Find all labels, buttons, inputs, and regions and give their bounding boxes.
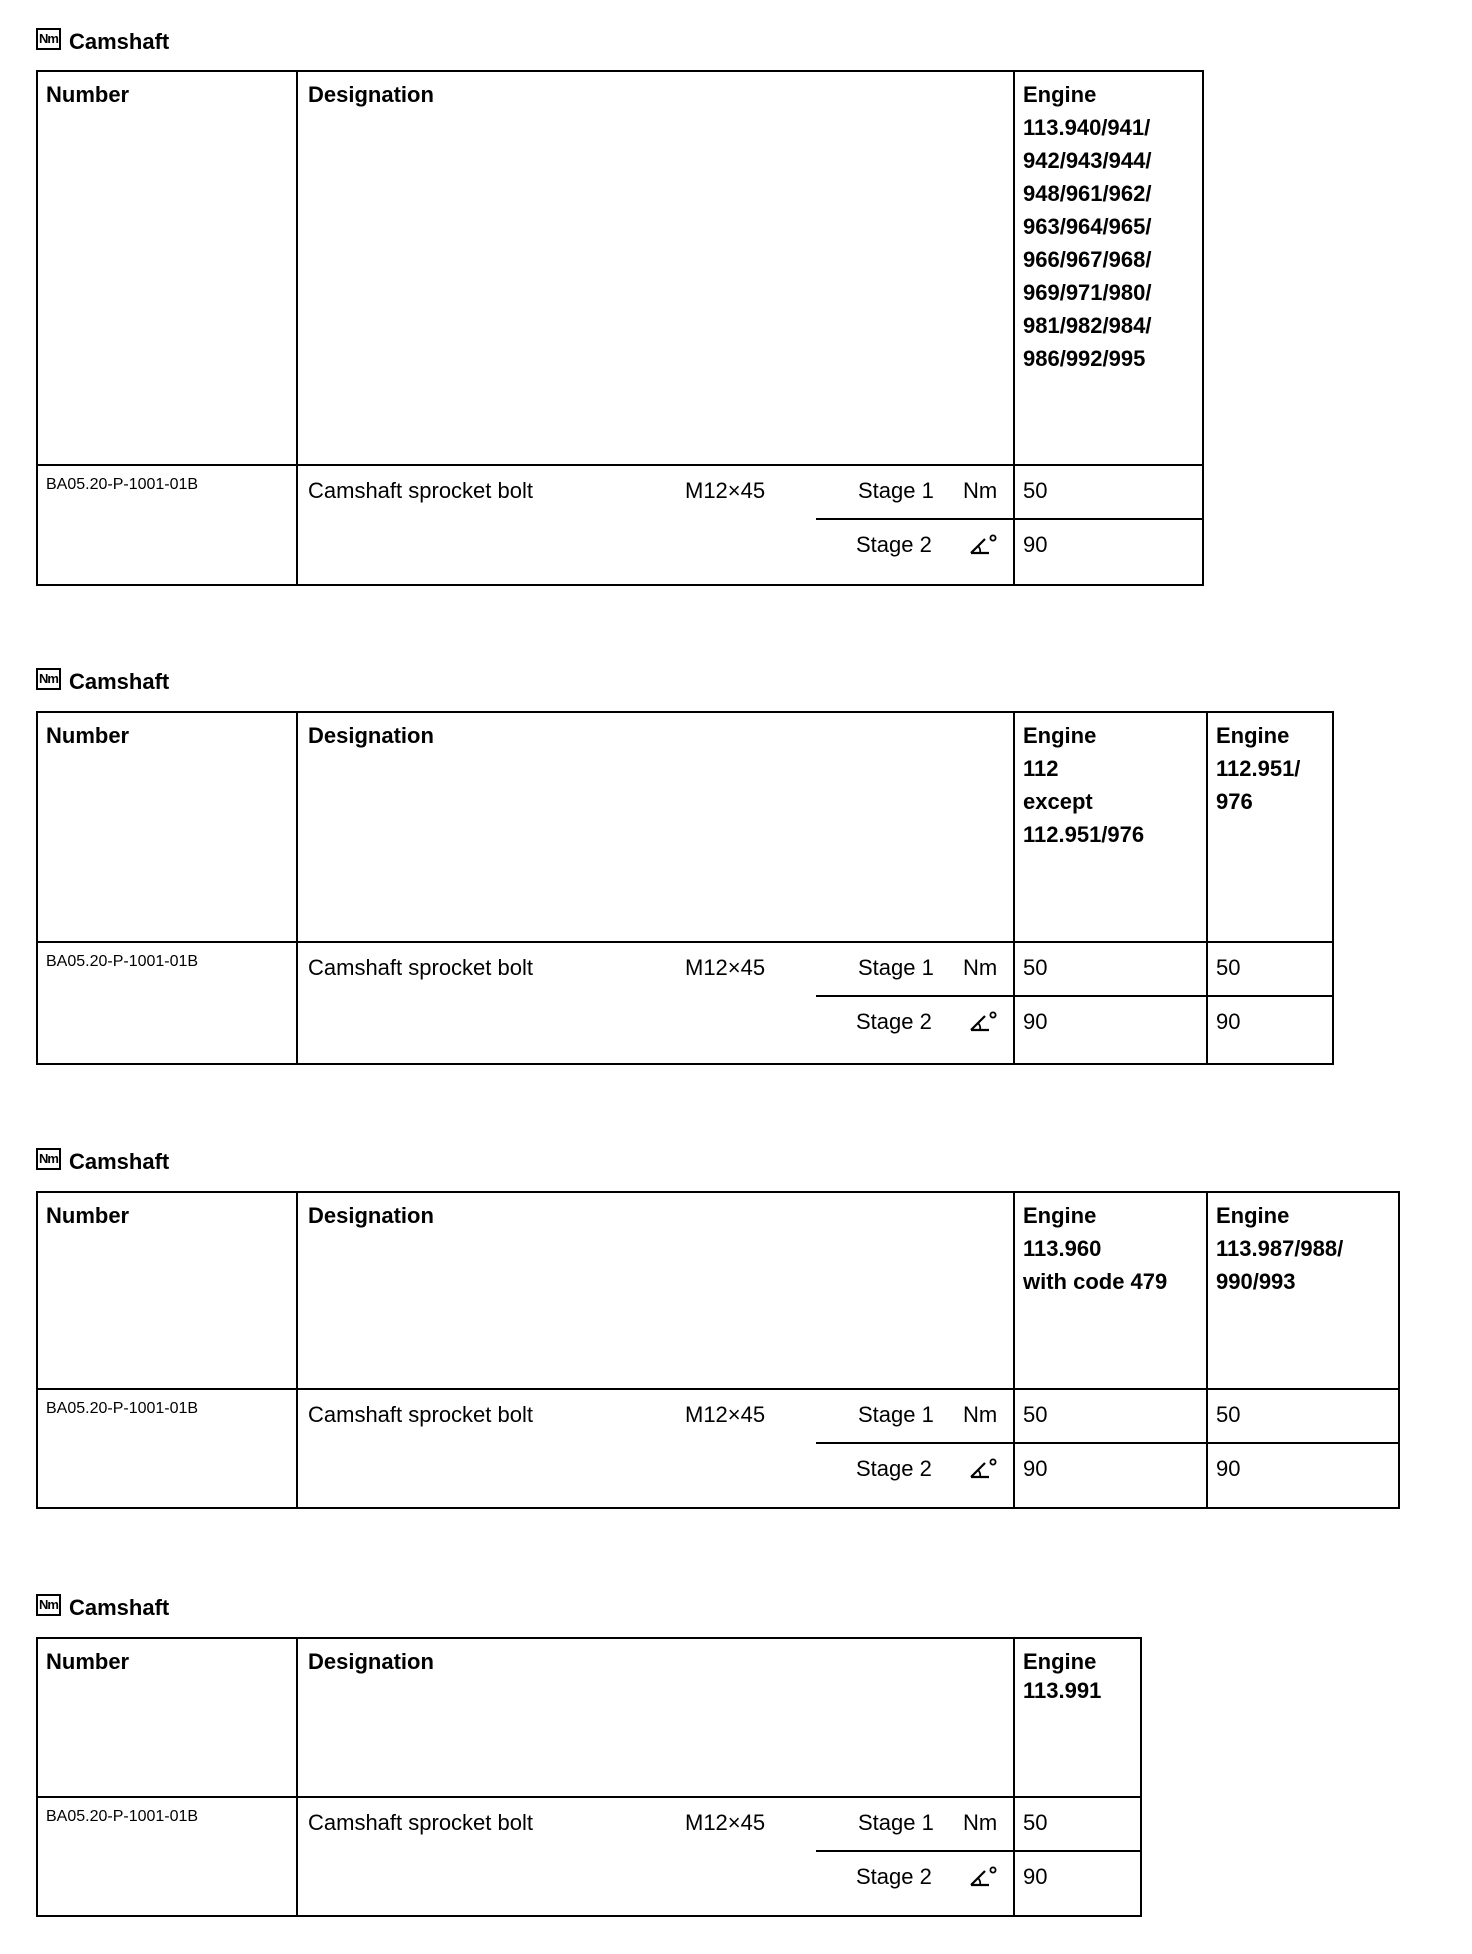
engine-model-code: 990/993	[1216, 1269, 1296, 1294]
engine-model-code: 948/961/962/	[1023, 181, 1152, 206]
section-heading	[36, 1593, 169, 1623]
angle-degree-icon	[968, 1865, 998, 1889]
stage1-torque-value: 50	[1023, 478, 1048, 503]
engine-model-code: 112.951/	[1216, 756, 1301, 781]
column-divider	[296, 1639, 298, 1915]
stage1-torque-value: 50	[1023, 955, 1048, 980]
thread-size: M12×45	[685, 478, 766, 503]
stage2-label: Stage 2	[856, 1864, 932, 1889]
header-divider	[38, 941, 1332, 943]
engine-label: Engine	[1216, 1203, 1290, 1228]
column-divider	[1206, 713, 1208, 1063]
stage-divider	[816, 518, 1202, 520]
stage1-torque-value: 50	[1023, 1810, 1048, 1835]
engine-label: Engine	[1023, 723, 1097, 748]
column-header-number: Number	[46, 1203, 130, 1228]
stage1-label: Stage 1	[858, 955, 934, 980]
part-number: BA05.20-P-1001-01B	[46, 953, 199, 970]
thread-size: M12×45	[685, 1810, 766, 1835]
section-title: Camshaft	[69, 1595, 170, 1620]
engine-label: Engine	[1023, 1203, 1097, 1228]
column-divider	[1013, 1639, 1015, 1915]
column-divider	[1013, 72, 1015, 584]
engine-model-code: 981/982/984/	[1023, 313, 1152, 338]
engine-model-code: 969/971/980/	[1023, 280, 1152, 305]
section-title: Camshaft	[69, 1149, 170, 1174]
angle-degree-icon	[968, 1457, 998, 1481]
stage2-label: Stage 2	[856, 532, 932, 557]
unit-nm: Nm	[963, 955, 998, 980]
column-divider	[1013, 713, 1015, 1063]
stage1-torque-value: 50	[1216, 955, 1241, 980]
column-header-designation: Designation	[308, 82, 434, 107]
torque-nm-icon: Nm	[36, 668, 61, 690]
part-designation: Camshaft sprocket bolt	[308, 955, 533, 980]
angle-degree-icon	[968, 533, 998, 557]
part-designation: Camshaft sprocket bolt	[308, 1810, 533, 1835]
header-divider	[38, 1388, 1398, 1390]
engine-model-code: 113.991	[1023, 1678, 1102, 1703]
section-title: Camshaft	[69, 29, 170, 54]
column-header-number: Number	[46, 82, 130, 107]
column-header-engine	[1216, 1199, 1343, 1298]
column-header-designation: Designation	[308, 1649, 434, 1674]
thread-size: M12×45	[685, 955, 766, 980]
stage-divider	[816, 1850, 1140, 1852]
engine-label: Engine	[1023, 82, 1097, 107]
stage2-angle-value: 90	[1023, 1864, 1048, 1889]
column-divider	[296, 713, 298, 1063]
stage2-label: Stage 2	[856, 1456, 932, 1481]
stage1-torque-value: 50	[1023, 1402, 1048, 1427]
section-title: Camshaft	[69, 669, 170, 694]
stage1-label: Stage 1	[858, 478, 934, 503]
thread-size: M12×45	[685, 1402, 766, 1427]
column-header-engine	[1023, 1645, 1101, 1703]
part-number: BA05.20-P-1001-01B	[46, 1400, 199, 1417]
stage2-angle-value: 90	[1216, 1009, 1241, 1034]
angle-degree-icon	[968, 1010, 998, 1034]
part-number: BA05.20-P-1001-01B	[46, 1808, 199, 1825]
stage1-label: Stage 1	[858, 1810, 934, 1835]
column-divider	[296, 72, 298, 584]
column-header-number: Number	[46, 723, 130, 748]
unit-nm: Nm	[963, 1810, 998, 1835]
column-header-designation: Designation	[308, 723, 434, 748]
column-header-engine	[1023, 1199, 1167, 1298]
stage-divider	[816, 1442, 1398, 1444]
engine-model-code: 942/943/944/	[1023, 148, 1152, 173]
column-header-number: Number	[46, 1649, 130, 1674]
part-designation: Camshaft sprocket bolt	[308, 1402, 533, 1427]
column-divider	[1206, 1193, 1208, 1507]
torque-table	[36, 1191, 1400, 1509]
stage1-torque-value: 50	[1216, 1402, 1241, 1427]
stage-divider	[816, 995, 1332, 997]
part-designation: Camshaft sprocket bolt	[308, 478, 533, 503]
stage2-angle-value: 90	[1023, 1009, 1048, 1034]
stage1-label: Stage 1	[858, 1402, 934, 1427]
engine-model-code: 113.940/941/	[1023, 115, 1151, 140]
engine-model-code: with code 479	[1023, 1269, 1168, 1294]
header-divider	[38, 464, 1202, 466]
engine-model-code: 976	[1216, 789, 1253, 814]
torque-table	[36, 1637, 1142, 1917]
torque-nm-icon: Nm	[36, 28, 61, 50]
header-divider	[38, 1796, 1140, 1798]
column-header-engine	[1023, 78, 1151, 375]
column-divider	[296, 1193, 298, 1507]
engine-model-code: 112.951/976	[1023, 822, 1145, 847]
torque-table	[36, 711, 1334, 1065]
unit-nm: Nm	[963, 1402, 998, 1427]
part-number: BA05.20-P-1001-01B	[46, 476, 199, 493]
engine-model-code: 966/967/968/	[1023, 247, 1152, 272]
section-heading	[36, 667, 169, 697]
stage2-angle-value: 90	[1023, 1456, 1048, 1481]
engine-model-code: except	[1023, 789, 1093, 814]
column-header-engine	[1023, 719, 1144, 851]
column-header-engine	[1216, 719, 1300, 818]
engine-model-code: 113.987/988/	[1216, 1236, 1344, 1261]
engine-model-code: 963/964/965/	[1023, 214, 1152, 239]
column-divider	[1013, 1193, 1015, 1507]
engine-label: Engine	[1216, 723, 1290, 748]
unit-nm: Nm	[963, 478, 998, 503]
torque-nm-icon: Nm	[36, 1594, 61, 1616]
engine-model-code: 112	[1023, 756, 1059, 781]
engine-model-code: 986/992/995	[1023, 346, 1146, 371]
section-heading	[36, 27, 169, 57]
stage2-angle-value: 90	[1023, 532, 1048, 557]
section-heading	[36, 1147, 169, 1177]
stage2-label: Stage 2	[856, 1009, 932, 1034]
engine-model-code: 113.960	[1023, 1236, 1102, 1261]
torque-table	[36, 70, 1204, 586]
column-header-designation: Designation	[308, 1203, 434, 1228]
engine-label: Engine	[1023, 1649, 1097, 1674]
stage2-angle-value: 90	[1216, 1456, 1241, 1481]
torque-nm-icon: Nm	[36, 1148, 61, 1170]
